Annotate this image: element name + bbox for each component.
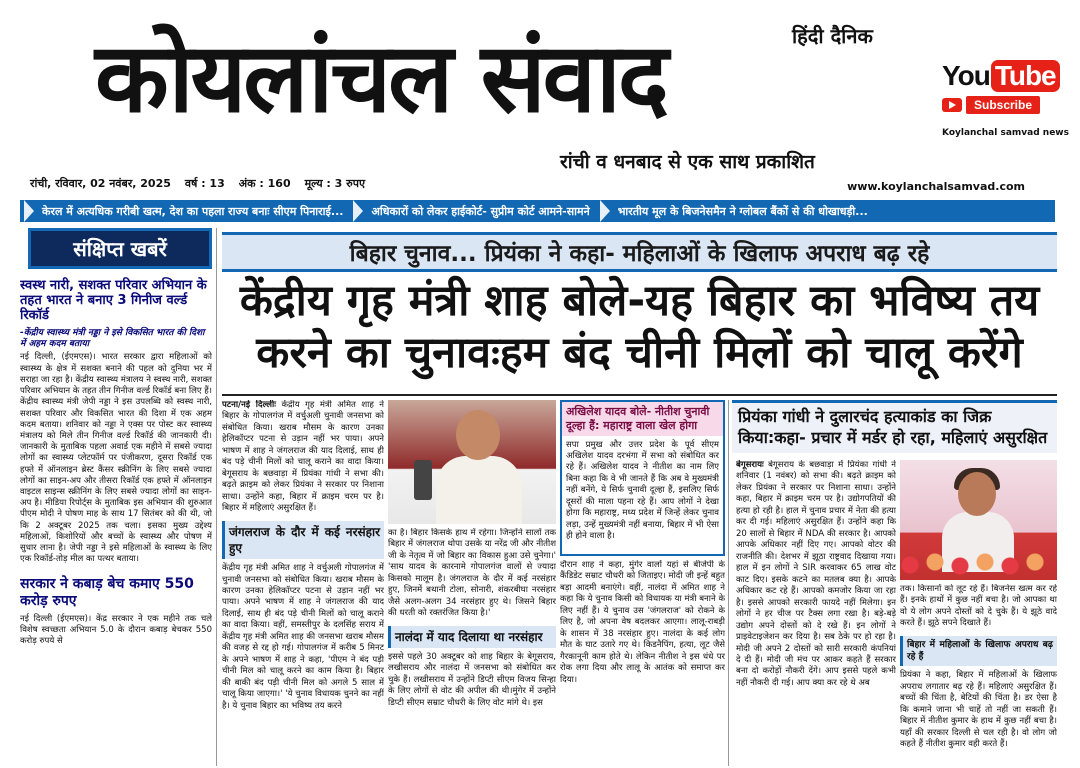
- ticker-item[interactable]: भारतीय मूल के बिजनेसमैन ने ग्लोबल बैंकों से की धोखाधड़ी...: [596, 200, 874, 222]
- issue-date: रांची, रविवार, 02 नवंबर, 2025: [30, 177, 171, 190]
- main-headline: केंद्रीय गृह मंत्री शाह बोले-यह बिहार का भविष्य तय करने का चुनावःहम बंद चीनी मिलों को चालू करेंगे: [239, 276, 1040, 378]
- dateline: [30, 176, 365, 191]
- story-column-3: [560, 560, 725, 766]
- priyanka-photo: [900, 460, 1057, 580]
- story-text: दौरान शाह ने कहा, मुंगेर वालों यहां से बीजेपी के कैंडिडेट सम्राट चौधरी को जिताइए। मोदी जी इन्हें बहुत बड़ा आदमी बनाएंगे। वहीं, नालंदा में अमित शाह ने कहा कि ये चुनाव किसी को विधायक या मंत्री बनाने के लिए नहीं हैं। ये चुनाव उस 'जंगलराज' को रोकने के लिए है, जो अपना वेष बदलकर आएगा। लालू-राबड़ी के शासन में 38 नरसंहार हुए। नालंदा के कई लोग मौत के घाट उतारे गए थे। किडनैपिंग, हत्या, लूट जैसे गैरकानूनी काम होते थे। लेकिन नीतीश ने इस धंधे पर रोक लगा दिया और लालू के आतंक को समाप्त कर दिया।: [560, 560, 725, 685]
- news-ticker: [20, 200, 1055, 222]
- issue-number: अंक : 160: [238, 177, 291, 190]
- brief-story-subhead: -केंद्रीय स्वास्थ्य मंत्री नड्डा ने इसे विकसित भारत की दिशा में अहम कदम बताया: [20, 327, 205, 349]
- story-column-4: [736, 460, 896, 766]
- brief-news-heading: संक्षिप्त खबरें: [28, 228, 212, 269]
- subscribe-button[interactable]: Subscribe: [966, 96, 1040, 114]
- dateline-lead: बेगूसरायः: [736, 460, 764, 470]
- daily-label: हिंदी दैनिक: [792, 24, 873, 48]
- kicker-banner: बिहार चुनाव... प्रियंका ने कहा- महिलाओं के खिलाफ अपराध बढ़ रहे: [222, 232, 1057, 272]
- youtube-channel-name: Koylanchal samvad news: [942, 128, 1069, 138]
- story-column-5: [900, 584, 1057, 766]
- brief-news-column: [20, 228, 212, 768]
- arrow-icon: [24, 200, 34, 222]
- dateline-lead: पटना/नई दिल्लीः: [222, 400, 276, 410]
- arrow-icon: [600, 200, 610, 222]
- akhilesh-box: [560, 400, 725, 556]
- story-text: केंद्रीय गृह मंत्री अमित शाह ने बिहार के गोपालगंज में वर्चुअली चुनावी जनसभा को संबोधित किया। खराब मौसम के कारण उनका हेलिकॉप्टर पटना से उड़ान नहीं भर पाया। अपने भाषण में शाह ने जंगलराज की याद दिलाई, साथ ही बंद पड़े चीनी मिलों को चालू कराने का वादा किया। बेगूसराय के बछवाड़ा में प्रियंका गांधी ने सभा की। बढ़ते क्राइम को लेकर प्रियंका ने सरकार पर निशाना साधा। उन्होंने कहा, बिहार में क्राइम चरम पर है।बिहार में महिलाएं असुरक्षित हैं।: [222, 400, 384, 514]
- brief-story-headline: स्वस्थ नारी, सशक्त परिवार अभियान के तहत भारत ने बनाए 3 गिनीज वर्ल्ड रिकॉर्ड: [20, 278, 207, 323]
- youtube-badge[interactable]: [942, 60, 1069, 138]
- newspaper-title: कोयलांचल संवाद: [95, 21, 666, 134]
- box-headline: अखिलेश यादव बोले- नीतीश चुनावी दूल्हा हैं: महाराष्ट्र वाला खेल होगा: [562, 402, 723, 436]
- arrow-icon: [353, 200, 363, 222]
- youtube-logo: You Tube: [942, 60, 1064, 92]
- brief-story-body: नई दिल्ली (ईएमएस)। केंद्र सरकार ने एक महीने तक चले विशेष स्वच्छता अभियान 5.0 के दौरान कबाड़ बेचकर 550 करोड़ रुपये से: [20, 613, 212, 646]
- story-column-2: [388, 528, 556, 766]
- subheading: बिहार में महिलाओं के खिलाफ अपराध बढ़ रहे हैं: [900, 636, 1057, 666]
- column-divider: [216, 228, 217, 766]
- story-text: बेगूसराय के बछवाड़ा में प्रियंका गांधी ने शनिवार (1 नवंबर) को सभा की। बढ़ते क्राइम को लेकर प्रियंका ने सरकार पर निशाना साधा। उन्होंने कहा, बिहार में क्राइम चरम पर है। उद्योगपतियों की हत्या हो रही है। हाल में चुनाव प्रचार में नेता की हत्या कर दी गई। महिलाएं असुरक्षित हैं। उन्होंने कहा कि 20 सालों से बिहार में NDA की सरकार है। आपको आपके अधिकार नहीं दिए गए। आपको वोटर की राजनीति की। देशभर में झूठा राष्ट्रवाद दिखाया गया। हाल में इन लोगों ने SIR करवाकर 65 लाख वोट काट दिए। इसके कटने का मतलब क्या है। आपके अधिकार कट रहे हैं। आपको कमजोर किया जा रहा है। इससे आपको सरकारी फायदे नहीं मिलेगा। इन लोगों ने हर चीज पर टैक्स लगा रखा है। बड़े-बड़े उद्योग अपने दोस्तों को दे रखे हैं। इन लोगों ने प्राइवेटाइजेशन कर दिया है। सब ठेके पर हो रहा है। मोदी जी अपने 2 दोस्तों को सारी सरकारी कंपनियां दे दी हैं। मोदी जी मंच पर आकर कहते हैं सरकार बना दो करोड़ों नौकरी देंगे। आप इससे पहले कभी नहीं नौकरी दी गई। आप क्या कर रहे थे अब: [736, 460, 896, 688]
- story-column-1: [222, 400, 384, 766]
- story-text: प्रियंका ने कहा, बिहार में महिलाओं के खिलाफ अपराध लगातार बढ़ रहे हैं। महिलाएं असुरक्षित हैं। बच्चों की चिंता है, बेटियों की चिंता है। डर ऐसा है कि कमाने जाना भी चाहें तो नहीं जा सकती हैं। बिहार में नीतीश कुमार के हाथ में कुछ नहीं बचा है। यहाँ की सरकार दिल्ली से चल रही है। वो लोग जो कहते हैं नीतीश कुमार वही करते हैं।: [900, 670, 1057, 749]
- website-url[interactable]: www.koylanchalsamvad.com: [847, 180, 1025, 193]
- ticker-item[interactable]: केरल में अत्यधिक गरीबी खत्म, देश का पहला राज्य बनाः सीएम पिनाराई...: [20, 200, 349, 222]
- box-text: सपा प्रमुख और उत्तर प्रदेश के पूर्व सीएम अखिलेश यादव दरभंगा में सभा को संबोधित कर रहे हैं। अखिलेश यादव ने नीतीश का नाम लिए बिना कहा कि वे भी जानते हैं कि अब वे मुख्यमंत्री नहीं बनेंगे, ये सिर्फ चुनावी दूल्हा हैं, इसलिए सिर्फ दूसरों की माला पहना रहे हैं। आप लोगों ने देखा होगा कि महाराष्ट्र, मध्य प्रदेश में जिन्हें लेकर चुनाव लड़ा, उन्हें मुख्यमंत्री नहीं बनाया, बिहार में भी ऐसा ही होने वाला है।: [566, 439, 719, 542]
- headline-rule: [222, 394, 1057, 396]
- brief-story-body: नई दिल्ली, (ईएमएस)। भारत सरकार द्वारा महिलाओं को स्वास्थ्य के क्षेत्र में सशक्त बनाने की पहल को दुनिया भर में सराहा जा रहा है। केंद्रीय स्वास्थ्य मंत्रालय ने स्वस्थ नारी, सशक्त परिवार अभियान के तहत तीन गिनीज वर्ल्ड रिकॉर्ड बना लिए हैं। केंद्रीय स्वास्थ्य मंत्री जेपी नड्डा ने इस उपलब्धि को स्वस्थ नारी, सशक्त परिवार और विकसित भारत की दिशा में एक अहम कदम बताया। शनिवार को नड्डा ने एक्स पर पोस्ट कर स्वास्थ्य मंत्रालय को मिले तीन गिनीज वर्ल्ड रिकॉर्ड की जानकारी दी। जानकारी के मुताबिक पहला अवार्ड एक महीने में सबसे ज्यादा लोगों का स्वास्थ्य प्लेटफॉर्म पर पंजीकरण, दूसरा रिकॉर्ड एक हफ्ते में ऑनलाइन ब्रेस्ट कैंसर स्क्रीनिंग के लिए सबसे ज्यादा लोगों का साइन-अप और तीसरा रिकॉर्ड एक हफ्ते में ऑनलाइन वाइटल साइन्स स्क्रीनिंग के लिए सबसे ज्यादा लोगों का साइन-अप है। मीडिया रिपोर्ट्स के मुताबिक इस अभियान की शुरुआत पीएम मोदी ने पोषण माह के साथ 17 सितंबर को की थी, जो कि 2 अक्टूबर 2025 तक चला। इसका मुख्य उद्देश्य महिलाओं, किशोरियों और बच्चों के स्वास्थ्य और पोषण में सुधार लाना है। जेपी नड्डा ने इसे महिलाओं के स्वास्थ्य के लिए एक रिकॉर्ड-तोड़ मील का पत्थर बताया।: [20, 352, 212, 565]
- amit-shah-photo: [388, 400, 556, 524]
- brief-story-headline: सरकार ने कबाड़ बेच कमाए 550 करोड़ रुपए: [20, 575, 194, 610]
- masthead: [0, 0, 1080, 175]
- issue-year: वर्ष : 13: [184, 177, 225, 190]
- story-text: का है। बिहार किसके हाथ में रहेगा। जिन्होंने सालों तक बिहार में जंगलराज थोपा उसके या नरेंद्र जी और नीतीश जी के नेतृत्व में जो बिहार का विकास हुआ उसे चुनेगा।' 'साथ यादव के कारनामे गोपालगंज वालों से ज्यादा किसको मालूम है। जंगलराज के दौर में कई नरसंहार हुए, जिनमें बथानी टोला, सोनारी, शंकरबीघा नरसंहार जैसे अलग-अलग 34 नरसंहार हुए थे। जिसने बिहार की धरती को रक्तरंजित किया है।': [388, 528, 556, 619]
- play-icon: [942, 98, 962, 112]
- tagline: रांची व धनबाद से एक साथ प्रकाशित: [560, 151, 815, 173]
- story-text: इससे पहले 30 अक्टूबर को शाह बिहार के बेगूसराय, लखीसराय और नालंदा में जनसभा को संबोधित कर चुके हैं। लखीसराय में उन्होंने डिप्टी सीएम विजय सिन्हा के लिए लोगों से वोट की अपील की थी।मुंगेर में उन्होंने डिप्टी सीएम सम्राट चौधरी के लिए वोट मांगे थे। इस: [388, 651, 556, 708]
- priyanka-headline: प्रियंका गांधी ने दुलारचंद हत्याकांड का जिक्र किया:कहा- प्रचार में मर्डर हो रहा, महिलाएं असुरक्षित: [732, 400, 1057, 453]
- issue-price: मूल्य : 3 रुपए: [304, 177, 366, 190]
- column-divider: [728, 400, 729, 766]
- subheading: जंगलराज के दौर में कई नरसंहार हुए: [222, 521, 384, 559]
- story-text: केंद्रीय गृह मंत्री अमित शाह ने वर्चुअली गोपालगंज में चुनावी जनसभा को संबोधित किया। खराब मौसम के कारण उनका हेलिकॉप्टर पटना से उड़ान नहीं भर पाया। अपने भाषण में शाह ने जंगलराज की याद दिलाई, साथ ही बंद पड़े चीनी मिलों को चालू कराने का वादा किया। वहीं, समस्तीपुर के दलसिंह सराय में केंद्रीय गृह मंत्री अमित शाह की जनसभा खराब मौसम की वजह से रद्द हो गई। गोपालगंज में करीब 5 मिनट के अपने भाषण में शाह ने कहा, 'पीएम ने बंद पड़ी चीनी मिल को चालू करने का काम किया है। बिहार की बाकी बंद पड़ी चीनी मिल को अगले 5 साल में चालू किया जाएगा।' 'ये चुनाव विधायक चुनने का नहीं है। ये चुनाव बिहार का भविष्य तय करने: [222, 563, 384, 711]
- ticker-item[interactable]: अधिकारों को लेकर हाईकोर्ट- सुप्रीम कोर्ट आमने-सामने: [349, 200, 595, 222]
- subheading: नालंदा में याद दिलाया था नरसंहार: [388, 626, 556, 648]
- story-text: तक। किसानों को लूट रहे हैं। बिजनेस खत्म कर रहे हैं। इनके हाथों में कुछ नहीं बचा है। जो आपका था वो ये लोग अपने दोस्तों को दे चुके हैं। ये झूठे वादे करते हैं। झूठे सपने दिखाते हैं।: [900, 584, 1057, 629]
